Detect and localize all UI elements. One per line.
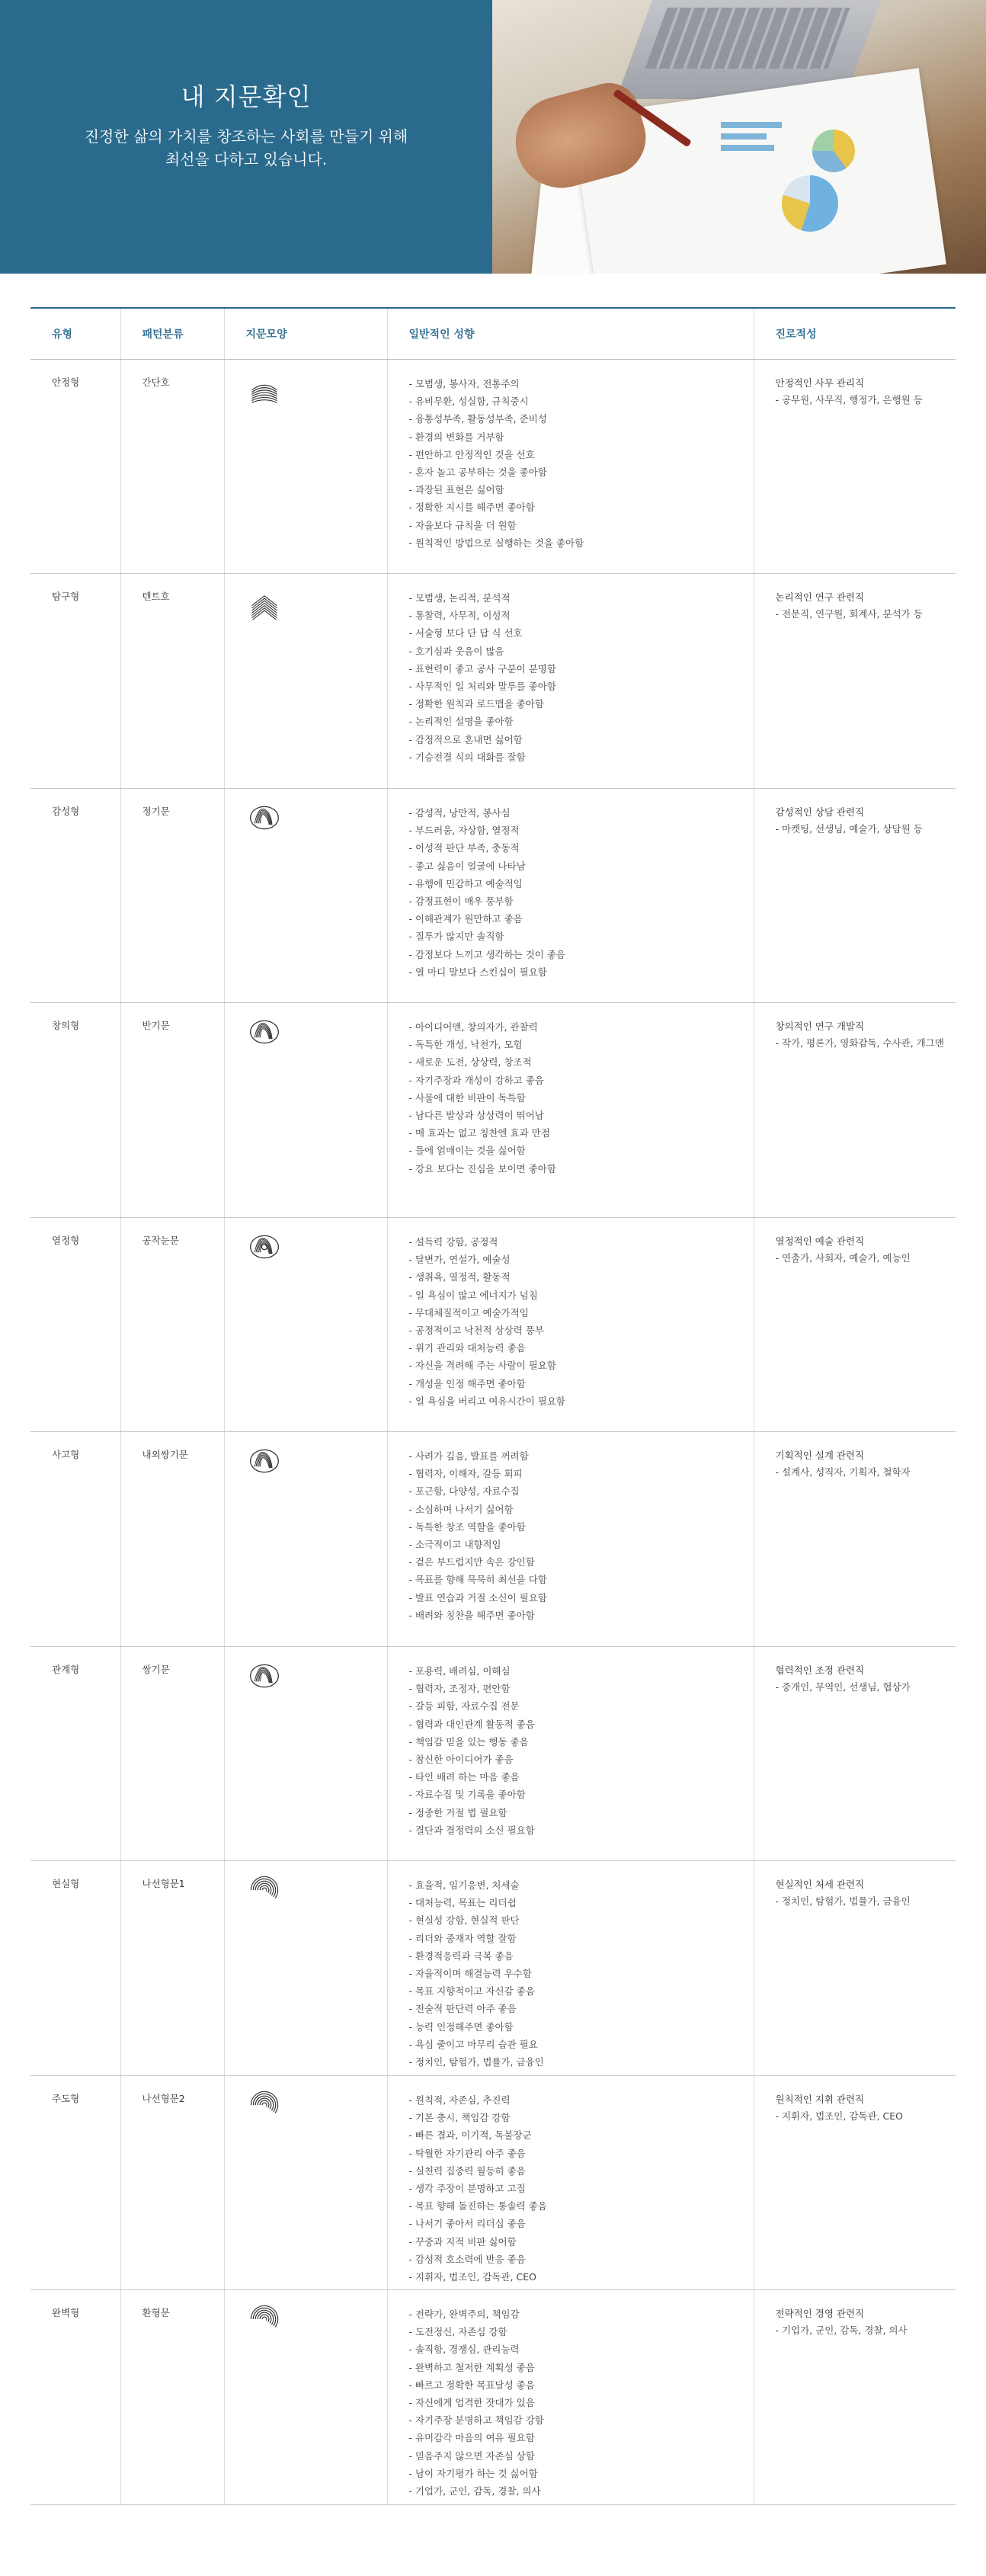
- trait-item: - 자기주장 분명하고 책임감 강함: [408, 2414, 544, 2427]
- career-detail: - 전문직, 연구원, 회계사, 분석가 등: [775, 608, 923, 620]
- trait-item: - 유머감각 마음의 여유 필요함: [408, 2432, 535, 2444]
- career-detail: - 지휘자, 법조인, 감독관, CEO: [775, 2110, 903, 2122]
- trait-item: - 자율적이며 해결능력 우수함: [408, 1968, 532, 1980]
- shape-cell: [224, 789, 387, 1003]
- trait-item: - 유행에 민감하고 예술적임: [408, 877, 523, 889]
- trait-item: - 호기심과 웃음이 많음: [408, 645, 504, 657]
- bar-graphic-2: [721, 133, 767, 139]
- trait-item: - 원칙적, 자존심, 추진력: [408, 2094, 511, 2106]
- career-title: 안정적인 사무 관리직: [775, 377, 865, 389]
- fingerprint-table: [30, 307, 956, 2505]
- trait-item: - 좋고 싫음이 얼굴에 나타남: [408, 860, 526, 872]
- trait-item: - 책임감 믿을 있는 행동 좋음: [408, 1735, 529, 1748]
- trait-item: - 편안하고 안정적인 것을 선호: [408, 448, 535, 460]
- trait-item: - 기승전결 식의 대화를 잘함: [408, 751, 526, 763]
- trait-item: - 자신에게 엄격한 잣대가 있음: [408, 2397, 535, 2409]
- trait-item: - 감정적으로 혼내면 싫어함: [408, 733, 523, 745]
- type-cell: 주도형: [30, 2076, 120, 2290]
- pattern-cell: 내외쌍기문: [120, 1432, 224, 1647]
- shape-cell: [224, 2076, 387, 2290]
- laptop-keyboard-image: [645, 8, 850, 69]
- shape-cell: [224, 1647, 387, 1861]
- shape-cell: [224, 360, 387, 574]
- traits-list: [409, 589, 753, 766]
- table-row: [30, 1218, 956, 1432]
- career-cell: [754, 2076, 956, 2290]
- trait-item: - 개성을 인정 해주면 좋아함: [408, 1377, 526, 1389]
- trait-item: - 논리적인 설명을 좋아함: [408, 716, 514, 728]
- traits-cell: [387, 2290, 754, 2505]
- shape-cell: [224, 1432, 387, 1647]
- career-cell: [754, 1003, 956, 1218]
- pattern-cell: 텐트호: [120, 574, 224, 789]
- table-row: [30, 1003, 956, 1218]
- career-cell: [754, 789, 956, 1003]
- radial-loop-fingerprint-icon: [246, 1015, 386, 1049]
- arch-fingerprint-icon: [246, 372, 386, 405]
- trait-item: - 전략가, 완벽주의, 책임감: [408, 2308, 520, 2320]
- traits-list: [409, 1233, 753, 1410]
- trait-item: - 협력과 대인관계 활동적 좋음: [408, 1718, 535, 1730]
- trait-item: - 융통성부족, 활동성부족, 준비성: [408, 413, 547, 425]
- shape-cell: [224, 574, 387, 789]
- shape-cell: [224, 2290, 387, 2505]
- type-cell: 열정형: [30, 1218, 120, 1432]
- trait-item: - 독특한 개성, 낙천가, 모험: [408, 1039, 523, 1051]
- trait-item: - 강요 보다는 진심을 보이면 좋아함: [408, 1162, 556, 1174]
- trait-item: - 목표 지향적이고 자신감 좋음: [408, 1985, 535, 1998]
- trait-item: - 원칙적인 방법으로 실행하는 것을 좋아함: [408, 537, 584, 549]
- trait-item: - 자신을 격려해 주는 사람이 필요함: [408, 1360, 556, 1372]
- trait-item: - 설득력 강함, 공정적: [408, 1236, 498, 1248]
- trait-item: - 자기주장과 개성이 강하고 좋음: [408, 1074, 544, 1086]
- career-title: 감성적인 상담 관련직: [775, 806, 865, 818]
- career-title: 논리적인 연구 관련직: [775, 591, 865, 603]
- career-title: 창의적인 연구 개발직: [775, 1020, 865, 1032]
- trait-item: - 믿음주지 않으면 자존심 상함: [408, 2449, 535, 2462]
- header-traits: 일반적인 성향: [387, 308, 754, 360]
- trait-item: - 사물에 대한 비판이 독특함: [408, 1091, 526, 1104]
- banner-text-block: [0, 0, 492, 274]
- career-title: 전략적인 경영 관련직: [775, 2308, 865, 2319]
- trait-item: - 포근함, 다양성, 자료수집: [408, 1485, 520, 1498]
- pattern-cell: 공작눈문: [120, 1218, 224, 1432]
- career-detail: - 설계사, 성직자, 기획자, 철학자: [775, 1466, 911, 1478]
- trait-item: - 정중한 거절 법 필요함: [408, 1806, 507, 1818]
- trait-item: - 유비무환, 성실함, 규칙중시: [408, 396, 529, 408]
- type-cell: 관계형: [30, 1647, 120, 1861]
- trait-item: - 아이디어맨, 창의자가, 관찰력: [408, 1021, 538, 1033]
- traits-list: [409, 1018, 753, 1177]
- trait-item: - 솔직함, 경쟁심, 관리능력: [408, 2344, 520, 2356]
- trait-item: - 완벽하고 철저한 계획성 좋음: [408, 2361, 535, 2373]
- traits-list: [409, 2305, 753, 2500]
- trait-item: - 이해관계가 원만하고 좋음: [408, 913, 523, 925]
- trait-item: - 서술형 보다 단 답 식 선호: [408, 627, 523, 639]
- type-cell: 현실형: [30, 1861, 120, 2076]
- traits-list: [409, 1447, 753, 1624]
- trait-item: - 모범생, 봉사자, 전통주의: [408, 378, 520, 389]
- pattern-cell: 정기문: [120, 789, 224, 1003]
- traits-cell: [387, 574, 754, 789]
- pattern-cell: 쌍기문: [120, 1647, 224, 1861]
- trait-item: - 리더와 중재자 역할 잘함: [408, 1932, 517, 1944]
- type-cell: 창의형: [30, 1003, 120, 1218]
- traits-cell: [387, 1003, 754, 1218]
- trait-item: - 욕심 줄이고 마무리 습관 필요: [408, 2038, 538, 2050]
- trait-item: - 자율보다 규칙을 더 원함: [408, 519, 517, 531]
- header-shape: 지문모양: [224, 308, 387, 360]
- trait-item: - 통찰력, 사무적, 이성적: [408, 610, 511, 622]
- trait-item: - 정확한 지시를 해주면 좋아함: [408, 501, 535, 514]
- career-title: 현실적인 처세 관련직: [775, 1879, 865, 1890]
- trait-item: - 모범생, 논리적, 분석적: [408, 592, 511, 604]
- trait-item: - 정치인, 탐험가, 법률가, 금융인: [408, 2056, 544, 2068]
- trait-item: - 사무적인 일 처리와 말투를 좋아함: [408, 681, 556, 693]
- career-detail: - 작가, 평론가, 영화감독, 수사관, 개그맨: [775, 1037, 944, 1049]
- trait-item: - 갈등 피함, 자료수집 전문: [408, 1700, 520, 1713]
- career-detail: - 중개인, 무역인, 선생님, 협상가: [775, 1681, 911, 1693]
- table-row: [30, 1647, 956, 1861]
- pie-graphic: [812, 130, 855, 172]
- trait-item: - 무대체질적이고 예술가적임: [408, 1306, 529, 1318]
- table-row: [30, 1861, 956, 2076]
- page-title: 내 지문확인: [181, 82, 312, 111]
- trait-item: - 생취욕, 열정적, 활동적: [408, 1271, 511, 1283]
- type-cell: 감성형: [30, 789, 120, 1003]
- career-cell: [754, 360, 956, 574]
- career-cell: [754, 574, 956, 789]
- trait-item: - 효율적, 임기응변, 처세술: [408, 1879, 520, 1891]
- career-title: 기획적인 설계 관련직: [775, 1450, 865, 1461]
- trait-item: - 도전정신, 자존심 강함: [408, 2326, 507, 2338]
- trait-item: - 빠른 결과, 이기적, 독불장군: [408, 2129, 532, 2142]
- career-cell: [754, 1861, 956, 2076]
- traits-cell: [387, 1218, 754, 1432]
- trait-item: - 환경적응력과 극복 좋음: [408, 1950, 514, 1962]
- career-cell: [754, 1432, 956, 1647]
- pattern-cell: 나선형문2: [120, 2076, 224, 2290]
- trait-item: - 나서기 좋아서 리더십 좋음: [408, 2218, 526, 2230]
- trait-item: - 위기 관리와 대처능력 좋음: [408, 1342, 526, 1354]
- header-type: 유형: [30, 308, 120, 360]
- tented-arch-fingerprint-icon: [246, 586, 386, 620]
- banner-subtitle-line-1: 진정한 삶의 가치를 창조하는 사회를 만들기 위해: [84, 127, 408, 146]
- pattern-cell: 나선형문1: [120, 1861, 224, 2076]
- trait-item: - 일 욕심이 많고 에너지가 넘침: [408, 1289, 538, 1301]
- trait-item: - 감성적 호소력에 반응 좋음: [408, 2253, 526, 2265]
- trait-item: - 표현력이 좋고 공사 구분이 분명함: [408, 662, 556, 674]
- pattern-cell: 반기문: [120, 1003, 224, 1218]
- trait-item: - 질투가 많지만 솔직함: [408, 931, 504, 943]
- pattern-cell: 간단호: [120, 360, 224, 574]
- banner-subtitle: [0, 125, 492, 171]
- career-title: 협력적인 조정 관련직: [775, 1664, 865, 1676]
- table-row: [30, 789, 956, 1003]
- career-detail: - 연출가, 사회자, 예술가, 예능인: [775, 1252, 911, 1264]
- trait-item: - 과장된 표현은 싫어함: [408, 484, 504, 496]
- pattern-cell: 환형문: [120, 2290, 224, 2505]
- trait-item: - 겉은 부드럽지만 속은 강인함: [408, 1556, 535, 1568]
- career-cell: [754, 1218, 956, 1432]
- traits-cell: [387, 1432, 754, 1647]
- trait-item: - 지휘자, 법조인, 감독관, CEO: [408, 2271, 536, 2283]
- type-cell: 탐구형: [30, 574, 120, 789]
- fingerprint-table-container: [30, 307, 956, 2505]
- pie-graphic-2: [782, 175, 838, 232]
- type-cell: 사고형: [30, 1432, 120, 1647]
- bar-graphic-3: [721, 145, 774, 151]
- traits-list: [409, 1876, 753, 2071]
- career-detail: - 기업가, 군인, 감독, 경찰, 의사: [775, 2324, 908, 2336]
- trait-item: - 공정적이고 낙천적 상상력 풍부: [408, 1325, 544, 1337]
- header-career: 진로적성: [754, 308, 956, 360]
- trait-item: - 감성적, 낭만적, 봉사심: [408, 807, 511, 819]
- trait-item: - 참신한 아이디어가 좋음: [408, 1754, 514, 1766]
- trait-item: - 협력자, 조정자, 편안함: [408, 1683, 511, 1695]
- table-row: [30, 360, 956, 574]
- trait-item: - 소심하며 나서기 싫어함: [408, 1503, 514, 1515]
- trait-item: - 독특한 창조 역할을 좋아함: [408, 1520, 526, 1533]
- trait-item: - 목표를 향해 묵묵히 최선을 다함: [408, 1574, 547, 1586]
- trait-item: - 전술적 판단력 아주 좋음: [408, 2003, 517, 2015]
- trait-item: - 능력 인정해주면 좋아함: [408, 2020, 514, 2033]
- career-title: 원칙적인 지휘 관련직: [775, 2094, 865, 2105]
- trait-item: - 꾸중과 지적 비판 싫어함: [408, 2235, 517, 2248]
- trait-item: - 빠르고 정확한 목표달성 좋음: [408, 2379, 535, 2391]
- header-pattern: 패턴분류: [120, 308, 224, 360]
- trait-item: - 대처능력, 목표는 리더쉽: [408, 1897, 517, 1909]
- table-row: [30, 574, 956, 789]
- traits-list: [409, 804, 753, 981]
- career-detail: - 마켓팅, 선생님, 예술가, 상담원 등: [775, 823, 923, 835]
- shape-cell: [224, 1003, 387, 1218]
- career-cell: [754, 2290, 956, 2505]
- twin-loop-fingerprint-icon: [246, 1659, 386, 1693]
- trait-item: - 환경의 변화를 거부함: [408, 431, 504, 443]
- trait-item: - 새로운 도전, 상상력, 창조적: [408, 1056, 532, 1069]
- career-detail: - 정치인, 탐험가, 법률가, 금융인: [775, 1895, 911, 1907]
- trait-item: - 정확한 원칙과 로드맵을 좋아함: [408, 698, 544, 710]
- trait-item: - 이성적 판단 부족, 충동적: [408, 842, 520, 854]
- banner-subtitle-line-2: 최선을 다하고 있습니다.: [165, 150, 328, 168]
- concentric-whorl-fingerprint-icon: [246, 2088, 386, 2122]
- table-header-row: [30, 308, 956, 360]
- trait-item: - 부드러움, 자상함, 열정적: [408, 825, 520, 837]
- traits-cell: [387, 2076, 754, 2290]
- trait-item: - 협력자, 이해자, 갈등 회피: [408, 1468, 523, 1480]
- table-row: [30, 2076, 956, 2290]
- trait-item: - 매 효과는 없고 칭찬엔 효과 만점: [408, 1127, 550, 1139]
- traits-cell: [387, 789, 754, 1003]
- traits-list: [409, 2091, 753, 2286]
- trait-item: - 현실성 강함, 현실적 판단: [408, 1914, 520, 1927]
- bar-graphic: [721, 122, 782, 128]
- table-row: [30, 1432, 956, 1647]
- trait-item: - 탁월한 자기관리 아주 좋음: [408, 2147, 526, 2159]
- trait-item: - 타인 배려 하는 마음 좋음: [408, 1771, 520, 1783]
- trait-item: - 결단과 결정력의 소신 필요함: [408, 1824, 535, 1836]
- trait-item: - 달변가, 연설가, 예술성: [408, 1254, 511, 1266]
- trait-item: - 기업가, 군인, 감독, 경찰, 의사: [408, 2485, 541, 2498]
- trait-item: - 소극적이고 내향적임: [408, 1539, 501, 1551]
- traits-cell: [387, 1647, 754, 1861]
- banner-photo: [492, 0, 986, 274]
- trait-item: - 실천력 집중력 월등히 좋음: [408, 2164, 526, 2177]
- trait-item: - 열 마디 말보다 스킨십이 필요함: [408, 966, 547, 978]
- trait-item: - 자료수집 및 기록을 좋아함: [408, 1789, 526, 1801]
- career-detail: - 공무원, 사무직, 행정가, 은행원 등: [775, 394, 923, 405]
- career-title: 열정적인 예술 관련직: [775, 1235, 865, 1247]
- trait-item: - 목표 향해 돌진하는 통솔력 좋음: [408, 2200, 547, 2212]
- peacock-eye-fingerprint-icon: [246, 1230, 386, 1264]
- traits-list: [409, 375, 753, 552]
- double-loop-fingerprint-icon: [246, 1444, 386, 1478]
- type-cell: 완벽형: [30, 2290, 120, 2505]
- trait-item: - 감정보다 느끼고 생각하는 것이 좋음: [408, 948, 566, 960]
- trait-item: - 일 욕심을 버리고 여유시간이 필요함: [408, 1395, 566, 1407]
- header-banner: [0, 0, 986, 274]
- trait-item: - 포용력, 배려심, 이해심: [408, 1665, 511, 1677]
- trait-item: - 감정표현이 매우 풍부함: [408, 896, 514, 908]
- trait-item: - 배려와 칭찬을 해주면 좋아함: [408, 1609, 535, 1621]
- trait-item: - 생각 주장이 분명하고 고집: [408, 2183, 526, 2195]
- type-cell: 안정형: [30, 360, 120, 574]
- trait-item: - 발표 연습과 거절 소신이 필요함: [408, 1591, 547, 1604]
- traits-cell: [387, 360, 754, 574]
- trait-item: - 남다른 발상과 상상력이 뛰어남: [408, 1110, 544, 1122]
- trait-item: - 혼자 놀고 공부하는 것을 좋아함: [408, 466, 547, 479]
- trait-item: - 사려가 깊음, 발표를 꺼려함: [408, 1450, 529, 1462]
- trait-item: - 남이 자기평가 하는 것 싫어함: [408, 2467, 538, 2479]
- trait-item: - 틀에 얽매이는 것을 싫어함: [408, 1145, 526, 1157]
- shape-cell: [224, 1861, 387, 2076]
- ring-whorl-fingerprint-icon: [246, 2302, 386, 2336]
- career-cell: [754, 1647, 956, 1861]
- spiral-whorl-fingerprint-icon: [246, 1873, 386, 1907]
- traits-list: [409, 1662, 753, 1839]
- shape-cell: [224, 1218, 387, 1432]
- traits-cell: [387, 1861, 754, 2076]
- ulnar-loop-fingerprint-icon: [246, 801, 386, 835]
- trait-item: - 기본 충시, 책임감 강함: [408, 2112, 511, 2124]
- table-row: [30, 2290, 956, 2505]
